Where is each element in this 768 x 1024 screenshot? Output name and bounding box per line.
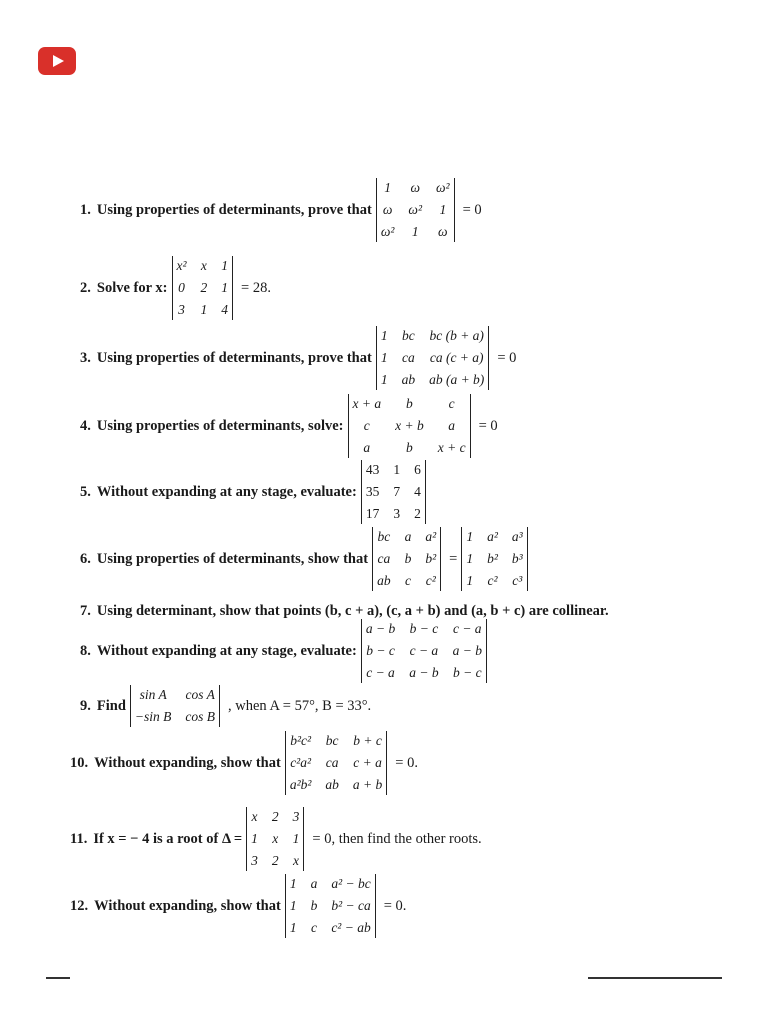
page-rule-left <box>46 977 70 979</box>
det-cell: a <box>448 418 456 433</box>
det-cell: 1 <box>289 876 297 891</box>
question-11 <box>70 807 482 871</box>
det-cell: b² <box>487 551 498 566</box>
det-cell: sin A <box>139 687 167 702</box>
det-cell: x <box>200 258 207 273</box>
det-cell: c − a <box>409 643 439 658</box>
question-text: Using properties of determinants, prove that <box>96 349 372 366</box>
det-cell: bc (b + a) <box>429 328 484 343</box>
question-text: Without expanding at any stage, evaluate: <box>96 483 357 500</box>
det-cell: c − a <box>366 665 395 680</box>
det-cell: 1 <box>466 573 474 588</box>
det-cell: ω <box>438 224 448 239</box>
determinant <box>246 807 304 871</box>
det-cell: 2 <box>271 853 279 868</box>
det-cell: b <box>406 396 413 411</box>
det-cell: 3 <box>178 302 185 317</box>
det-cell: 4 <box>414 484 421 499</box>
question-7 <box>80 603 609 620</box>
equation-rhs: = 0. <box>383 897 407 914</box>
question-number: 9. <box>80 697 91 714</box>
det-cell: b + c <box>353 733 382 748</box>
det-cell: b − c <box>409 621 439 636</box>
det-cell: b²c² <box>290 733 312 748</box>
det-cell: 1 <box>411 224 419 239</box>
question-text: Using properties of determinants, show that <box>96 550 369 567</box>
det-cell: a − b <box>409 665 439 680</box>
det-cell: 1 <box>200 302 208 317</box>
question-number: 3. <box>80 349 91 366</box>
question-9 <box>80 685 371 727</box>
det-cell: b² − ca <box>331 898 371 913</box>
det-cell: ca <box>325 755 339 770</box>
det-cell: a <box>404 529 412 544</box>
det-cell: c <box>363 418 370 433</box>
det-cell: c³ <box>512 573 523 588</box>
question-4 <box>80 394 498 458</box>
det-cell: 2 <box>414 506 421 521</box>
det-cell: x <box>272 831 279 846</box>
det-cell: cos A <box>185 687 215 702</box>
page-rule-right <box>588 977 722 979</box>
question-12 <box>70 874 406 938</box>
det-cell: 3 <box>393 506 401 521</box>
det-cell: 1 <box>221 280 229 295</box>
det-cell: ω² <box>436 180 450 195</box>
question-text: Without expanding, show that <box>94 897 281 914</box>
det-cell: 3 <box>292 809 300 824</box>
question-3 <box>80 326 516 390</box>
det-cell: a − b <box>452 643 482 658</box>
det-cell: 43 <box>365 462 380 477</box>
det-cell: 2 <box>271 809 279 824</box>
question-number: 6. <box>80 550 91 567</box>
det-cell: cos B <box>185 709 216 724</box>
det-cell: a <box>363 440 371 455</box>
determinant <box>376 326 489 390</box>
question-number: 4. <box>80 417 91 434</box>
question-text: Using determinant, show that points (b, c + a), (c, a + b) and (a, b + c) are collinear. <box>96 603 609 619</box>
det-cell: 1 <box>221 258 229 273</box>
question-number: 1. <box>80 201 91 218</box>
equation-rhs: = 0 <box>497 349 517 366</box>
det-cell: ab <box>325 777 339 792</box>
det-cell: −sin B <box>134 709 172 724</box>
equals-sign: = <box>449 550 458 567</box>
det-cell: 35 <box>365 484 380 499</box>
det-cell: ab <box>401 372 416 387</box>
question-1 <box>80 178 482 242</box>
determinant <box>172 256 234 320</box>
question-10 <box>70 731 418 795</box>
equation-rhs: = 0 <box>478 417 498 434</box>
determinant <box>348 394 471 458</box>
determinant <box>130 685 220 727</box>
determinant-left <box>372 527 441 591</box>
det-cell: 1 <box>292 831 300 846</box>
det-cell: 1 <box>393 462 401 477</box>
determinant <box>285 731 387 795</box>
det-cell: 1 <box>251 831 258 846</box>
det-cell: 1 <box>466 529 474 544</box>
question-text: If x = − 4 is a root of Δ = <box>93 830 243 847</box>
det-cell: x <box>251 809 258 824</box>
det-cell: x <box>293 853 300 868</box>
det-cell: bc <box>377 529 391 544</box>
determinant <box>376 178 455 242</box>
det-cell: 17 <box>365 506 380 521</box>
det-cell: b − c <box>366 643 395 658</box>
det-cell: a² <box>425 529 437 544</box>
det-cell: b <box>404 551 412 566</box>
det-cell: c² − ab <box>331 920 371 935</box>
question-2 <box>80 256 271 320</box>
question-text: Without expanding, show that <box>94 754 281 771</box>
det-cell: 1 <box>289 920 297 935</box>
equation-rhs: = 0. <box>395 754 418 771</box>
question-text: Using properties of determinants, solve: <box>96 417 344 434</box>
determinant <box>361 460 426 524</box>
determinant <box>285 874 376 938</box>
det-cell: ca <box>401 350 415 365</box>
det-cell: 3 <box>251 853 258 868</box>
det-cell: a + b <box>352 777 383 792</box>
det-cell: a − b <box>365 621 396 636</box>
det-cell: b <box>406 440 413 455</box>
det-cell: 1 <box>380 350 388 365</box>
det-cell: c + a <box>353 755 382 770</box>
det-cell: ω² <box>380 224 395 239</box>
question-8 <box>80 619 491 683</box>
det-cell: bc <box>401 328 415 343</box>
det-cell: 1 <box>380 328 388 343</box>
det-cell: 2 <box>200 280 208 295</box>
det-cell: ca (c + a) <box>429 350 484 365</box>
det-cell: c²a² <box>290 755 312 770</box>
det-cell: a²b² <box>289 777 312 792</box>
det-cell: 0 <box>178 280 185 295</box>
det-cell: a² − bc <box>331 876 371 891</box>
question-text: Find <box>96 697 126 714</box>
det-cell: x² <box>176 258 187 273</box>
det-cell: x + b <box>395 418 424 433</box>
question-number: 7. <box>80 603 91 619</box>
det-cell: 1 <box>380 372 388 387</box>
det-cell: 1 <box>439 202 447 217</box>
det-cell: x + a <box>352 396 382 411</box>
det-cell: a² <box>487 529 498 544</box>
question-number: 11. <box>70 830 88 847</box>
det-cell: 1 <box>466 551 474 566</box>
det-cell: x + c <box>437 440 466 455</box>
det-cell: b <box>310 898 318 913</box>
question-5 <box>80 460 430 524</box>
det-cell: c <box>404 573 411 588</box>
det-cell: ω² <box>408 202 423 217</box>
question-text: Solve for x: <box>96 279 168 296</box>
det-cell: c <box>448 396 455 411</box>
det-cell: c <box>310 920 317 935</box>
det-cell: b² <box>425 551 437 566</box>
det-cell: ab <box>377 573 391 588</box>
question-text: Using properties of determinants, prove that <box>96 201 372 218</box>
det-cell: bc <box>325 733 339 748</box>
question-text: Without expanding at any stage, evaluate: <box>96 642 357 659</box>
det-cell: a³ <box>511 529 523 544</box>
question-number: 2. <box>80 279 91 296</box>
det-cell: c² <box>487 573 498 588</box>
det-cell: c² <box>425 573 436 588</box>
equation-rhs: = 0 <box>462 201 482 218</box>
equation-rhs: = 0, then find the other roots. <box>312 830 482 847</box>
equation-rhs: = 28. <box>241 279 271 296</box>
det-cell: a <box>310 876 318 891</box>
det-cell: ω <box>410 180 420 195</box>
question-number: 12. <box>70 897 89 914</box>
det-cell: b³ <box>511 551 523 566</box>
det-cell: c − a <box>452 621 482 636</box>
det-cell: 1 <box>289 898 297 913</box>
question-number: 5. <box>80 483 91 500</box>
question-condition: , when A = 57°, B = 33°. <box>228 697 372 714</box>
det-cell: ab (a + b) <box>429 372 485 387</box>
question-number: 8. <box>80 642 91 659</box>
question-6 <box>80 527 532 591</box>
determinant-right <box>461 527 527 591</box>
det-cell: ca <box>377 551 391 566</box>
det-cell: 7 <box>393 484 401 499</box>
det-cell: 1 <box>384 180 391 195</box>
det-cell: ω <box>382 202 393 217</box>
det-cell: 4 <box>221 302 229 317</box>
det-cell: 6 <box>414 462 421 477</box>
determinant <box>361 619 487 683</box>
question-number: 10. <box>70 754 89 771</box>
det-cell: b − c <box>452 665 482 680</box>
